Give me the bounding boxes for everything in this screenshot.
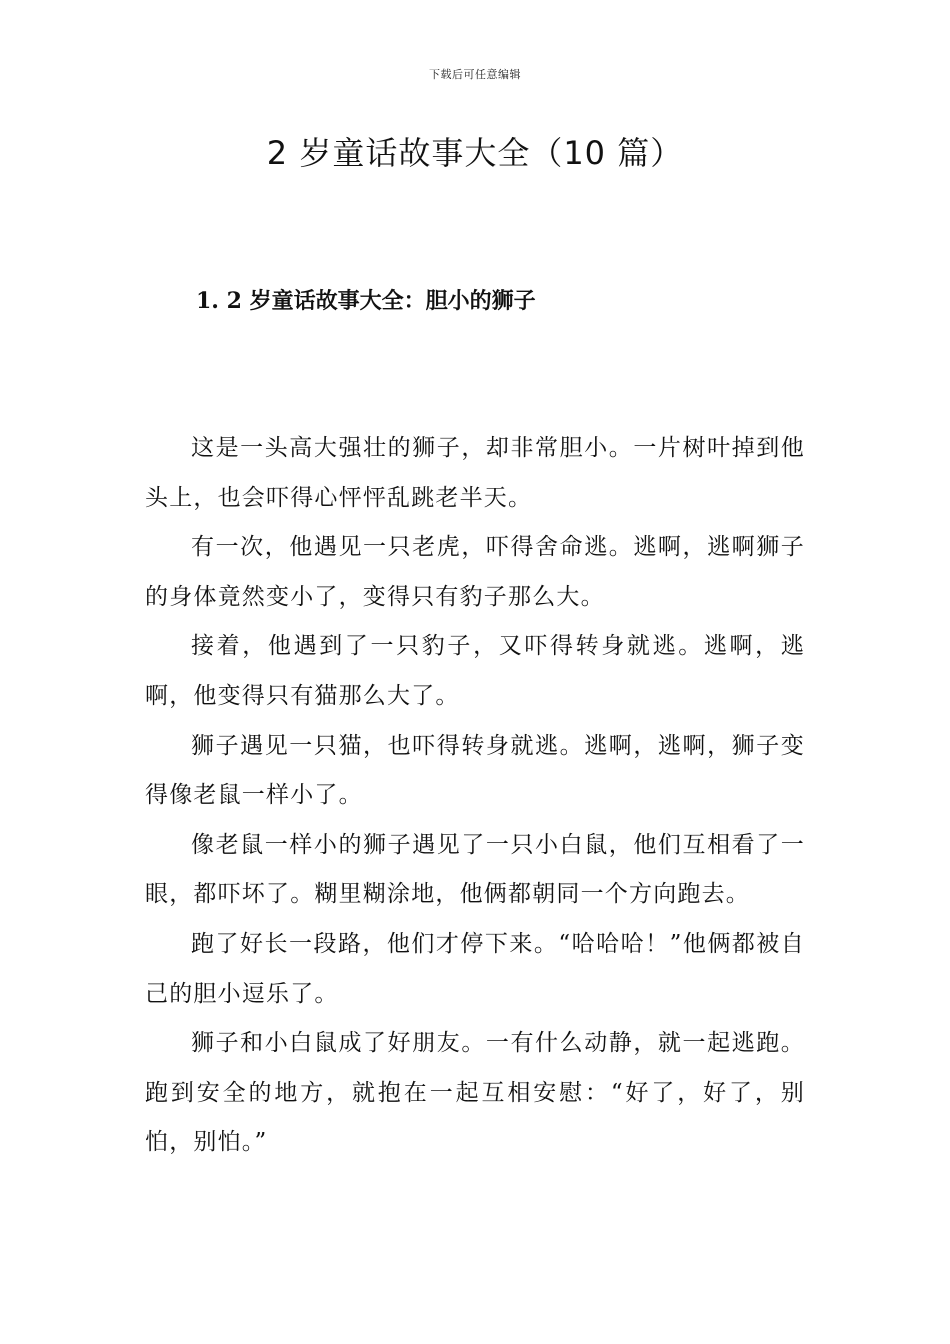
story-body (145, 424, 805, 1168)
paragraph: 有一次，他遇见一只老虎，吓得舍命逃。逃啊，逃啊狮子的身体竟然变小了，变得只有豹子那么大。 (145, 534, 805, 610)
paragraph: 狮子遇见一只猫，也吓得转身就逃。逃啊，逃啊，狮子变得像老鼠一样小了。 (145, 732, 805, 809)
paragraph: 跑了好长一段路，他们才停下来。“哈哈哈！”他俩都被自己的胆小逗乐了。 (145, 930, 805, 1007)
document-title: 2 岁童话故事大全（10 篇） (266, 134, 684, 172)
paragraph: 像老鼠一样小的狮子遇见了一只小白鼠，他们互相看了一眼，都吓坏了。糊里糊涂地，他俩都朝同一个方向跑去。 (145, 831, 805, 908)
paragraph: 狮子和小白鼠成了好朋友。一有什么动静，就一起逃跑。跑到安全的地方，就抱在一起互相安慰：“好了，好了，别怕，别怕。” (145, 1030, 805, 1156)
section-heading: 1. 2 岁童话故事大全：胆小的狮子 (196, 288, 536, 314)
paragraph: 这是一头高大强壮的狮子，却非常胆小。一片树叶掉到他头上，也会吓得心怦怦乱跳老半天。 (145, 435, 805, 511)
paragraph: 接着，他遇到了一只豹子，又吓得转身就逃。逃啊，逃啊，他变得只有猫那么大了。 (145, 633, 805, 709)
header-note: 下载后可任意编辑 (429, 68, 521, 81)
